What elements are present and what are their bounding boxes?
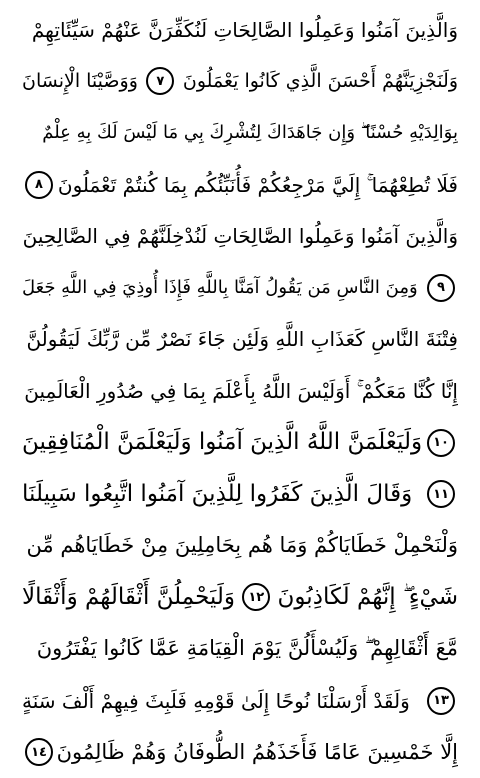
verse-line	[22, 56, 458, 108]
verse-text: إِلَّا خَمْسِينَ عَامًا فَأَخَذَهُمُ الطُّوفَانُ وَهُمْ ظَالِمُونَ	[56, 739, 458, 764]
verse-text: وَلَيَعْلَمَنَّ اللَّهُ الَّذِينَ آمَنُوا وَلَيَعْلَمَنَّ الْمُنَافِقِينَ	[22, 429, 423, 456]
ayah-number-marker: ٩	[427, 274, 455, 302]
ayah-number-marker: ١٣	[427, 687, 455, 715]
verse-line	[22, 262, 458, 314]
verse-line	[22, 210, 458, 262]
verse-line	[22, 520, 458, 572]
verse-text: شَيْءٍ ۖ إِنَّهُمْ لَكَاذِبُونَ	[277, 583, 458, 610]
verse-line	[22, 468, 458, 520]
verse-line	[22, 726, 458, 778]
ayah-number-marker: ٧	[146, 67, 174, 95]
verse-text: مَّعَ أَثْقَالِهِمْ ۖ وَلَيُسْأَلُنَّ يَوْمَ الْقِيَامَةِ عَمَّا كَانُوا يَفْتَرُونَ	[36, 636, 458, 661]
verse-line	[22, 4, 458, 56]
verse-line	[22, 107, 458, 159]
ayah-number-marker: ١١	[427, 480, 455, 508]
verse-text: فِتْنَةَ النَّاسِ كَعَذَابِ اللَّهِ وَلَئِن جَاءَ نَصْرٌ مِّن رَّبِّكَ لَيَقُولُنَّ	[26, 327, 458, 352]
verse-text: وَوَصَّيْنَا الْإِنسَانَ	[22, 69, 138, 92]
verse-text: وَلَقَدْ أَرْسَلْنَا نُوحًا إِلَىٰ قَوْمِهِ فَلَبِثَ فِيهِمْ أَلْفَ سَنَةٍ	[22, 688, 410, 713]
verse-line	[22, 572, 458, 624]
verse-line	[22, 314, 458, 366]
verse-text: وَالَّذِينَ آمَنُوا وَعَمِلُوا الصَّالِحَاتِ لَنُكَفِّرَنَّ عَنْهُمْ سَيِّئَاتِهِمْ	[31, 17, 458, 42]
verse-line	[22, 365, 458, 417]
verse-text: إِنَّا كُنَّا مَعَكُمْ ۚ أَوَلَيْسَ اللَّهُ بِأَعْلَمَ بِمَا فِي صُدُورِ الْعَالَمِينَ	[24, 378, 458, 403]
verse-text: وَمِنَ النَّاسِ مَن يَقُولُ آمَنَّا بِاللَّهِ فَإِذَا أُوذِيَ فِي اللَّهِ جَعَلَ	[22, 276, 418, 298]
verse-line	[22, 623, 458, 675]
verse-text: فَلَا تُطِعْهُمَا ۚ إِلَيَّ مَرْجِعُكُمْ فَأُنَبِّئُكُم بِمَا كُنتُمْ تَعْمَلُونَ	[57, 172, 458, 197]
verse-text: وَالَّذِينَ آمَنُوا وَعَمِلُوا الصَّالِحَاتِ لَنُدْخِلَنَّهُمْ فِي الصَّالِحِينَ	[22, 224, 458, 249]
verse-line	[22, 159, 458, 211]
verse-text: وَلَنَجْزِيَنَّهُمْ أَحْسَنَ الَّذِي كَانُوا يَعْمَلُونَ	[182, 69, 458, 92]
verse-text: وَلَيَحْمِلُنَّ أَثْقَالَهُمْ وَأَثْقَالًا	[22, 583, 235, 610]
verse-line	[22, 417, 458, 469]
verse-line	[22, 675, 458, 727]
verse-text: وَلْنَحْمِلْ خَطَايَاكُمْ وَمَا هُم بِحَامِلِينَ مِنْ خَطَايَاهُم مِّن	[26, 533, 458, 558]
ayah-number-marker: ١٢	[242, 583, 270, 611]
ayah-number-marker: ١٠	[427, 429, 455, 457]
ayah-number-marker: ١٤	[25, 738, 53, 766]
verse-text: وَقَالَ الَّذِينَ كَفَرُوا لِلَّذِينَ آمَنُوا اتَّبِعُوا سَبِيلَنَا	[22, 480, 413, 507]
verse-text: بِوَالِدَيْهِ حُسْنًا ۖ وَإِن جَاهَدَاكَ لِتُشْرِكَ بِي مَا لَيْسَ لَكَ بِهِ عِلْمٌ	[42, 121, 458, 143]
ayah-number-marker: ٨	[25, 171, 53, 199]
